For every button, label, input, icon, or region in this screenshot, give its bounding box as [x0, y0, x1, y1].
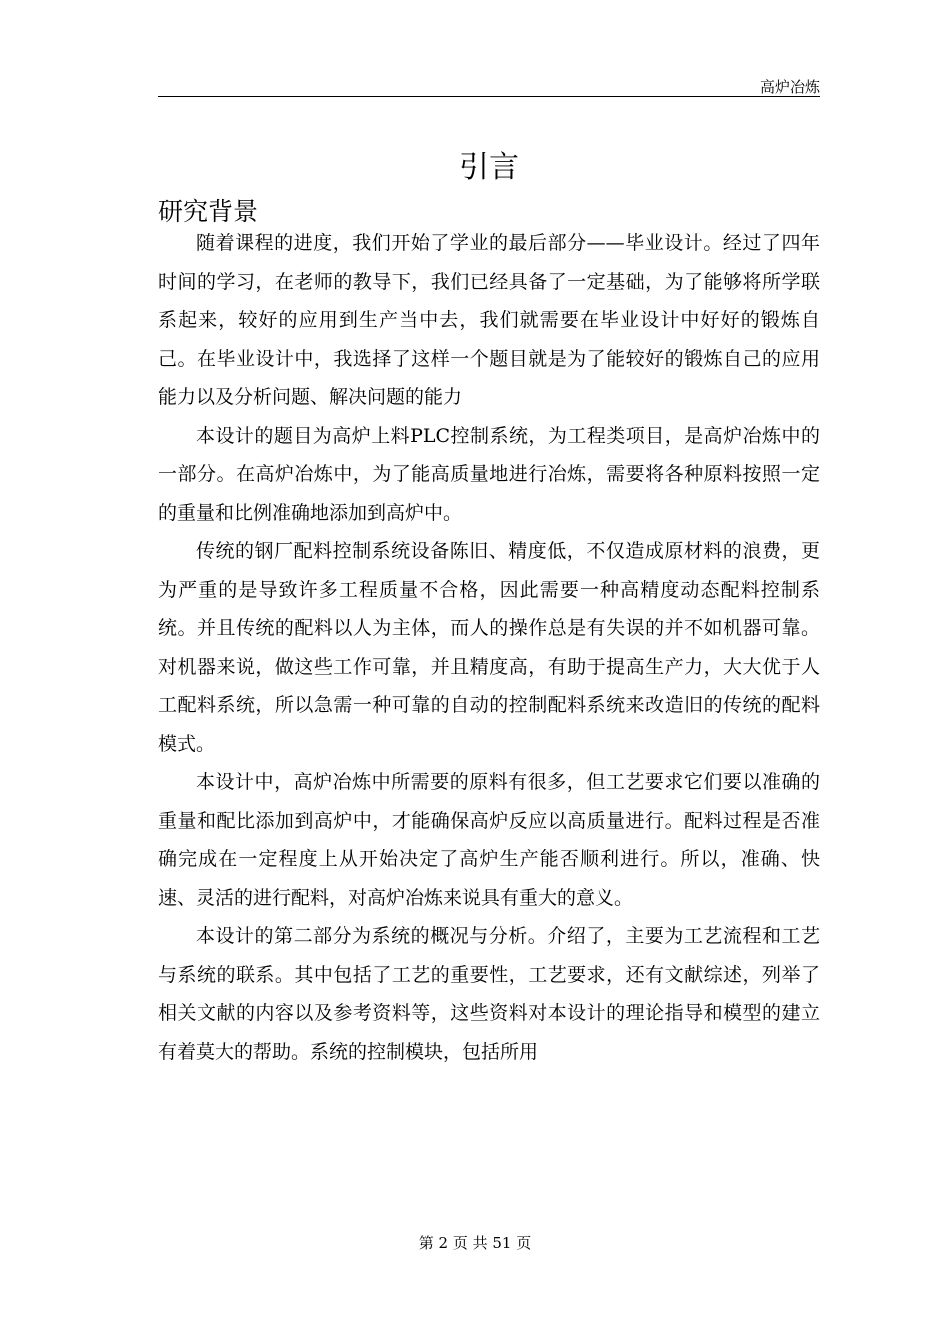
header-divider: [158, 96, 820, 97]
body-text: [158, 224, 820, 1071]
paragraph: 传统的钢厂配料控制系统设备陈旧、精度低，不仅造成原材料的浪费，更为严重的是导致许多工程质量不合格，因此需要一种高精度动态配料控制系统。并且传统的配料以人为主体，而人的操作总是有失误的并不如机器可靠。对机器来说，做这些工作可靠，并且精度高，有助于提高生产力，大大优于人工配料系统，所以急需一种可靠的自动的控制配料系统来改造旧的传统的配料模式。: [158, 540, 820, 755]
paragraph: 本设计的题目为高炉上料PLC控制系统，为工程类项目，是高炉冶炼中的一部分。在高炉冶炼中，为了能高质量地进行冶炼，需要将各种原料按照一定的重量和比例准确地添加到高炉中。: [158, 424, 820, 524]
paragraph: 本设计中，高炉冶炼中所需要的原料有很多，但工艺要求它们要以准确的重量和配比添加到高炉中，才能确保高炉反应以高质量进行。配料过程是否准确完成在一定程度上从开始决定了高炉生产能否顺利进行。所以，准确、快速、灵活的进行配料，对高炉冶炼来说具有重大的意义。: [158, 771, 820, 909]
paragraph: 随着课程的进度，我们开始了学业的最后部分——毕业设计。经过了四年时间的学习，在老师的教导下，我们已经具备了一定基础，为了能够将所学联系起来，较好的应用到生产当中去，我们就需要在毕业设计中好好的锻炼自己。在毕业设计中，我选择了这样一个题目就是为了能较好的锻炼自己的应用能力以及分析问题、解决问题的能力: [158, 232, 820, 408]
page-title: 引言: [459, 150, 519, 185]
page-footer: 第 2 页 共 51 页: [418, 1234, 532, 1252]
paragraph: 本设计的第二部分为系统的概况与分析。介绍了，主要为工艺流程和工艺与系统的联系。其中包括了工艺的重要性，工艺要求，还有文献综述，列举了相关文献的内容以及参考资料等，这些资料对本设计的理论指导和模型的建立有着莫大的帮助。系统的控制模块，包括所用: [158, 925, 820, 1063]
section-heading: 研究背景: [158, 197, 259, 226]
running-header: 高炉冶炼: [759, 78, 820, 96]
